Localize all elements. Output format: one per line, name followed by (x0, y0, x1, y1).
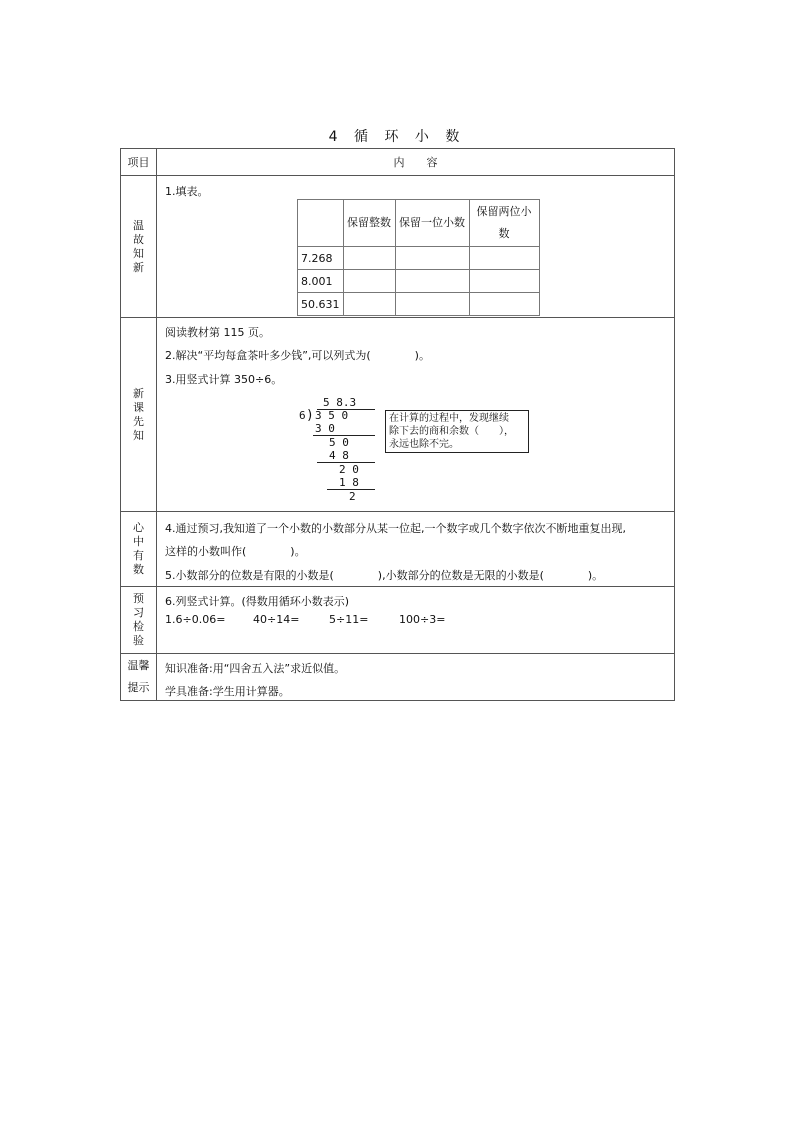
reading-instruction: 阅读教材第 115 页。 (165, 326, 270, 339)
worksheet-table (120, 148, 675, 701)
section-label-check: 预 习 检 验 (121, 587, 157, 654)
division-step: 1 8 (339, 476, 359, 489)
check-content (157, 587, 675, 654)
section-label-preview: 新 课 先 知 (121, 318, 157, 512)
exercise-item: 1.6÷0.06= (165, 613, 226, 626)
exercise-item: 40÷14= (253, 613, 300, 626)
division-divisor: 6 (299, 409, 306, 422)
tips-content (157, 654, 675, 701)
answer-cell[interactable] (469, 247, 539, 270)
question-4-continued: 这样的小数叫作( )。 (165, 545, 306, 558)
division-remainder: 2 (349, 490, 356, 503)
rounding-row (298, 293, 540, 316)
preview-row (121, 318, 675, 512)
question-2: 2.解决“平均每盒茶叶多少钱”,可以列式为( )。 (165, 349, 430, 362)
header-item: 项目 (121, 149, 157, 176)
answer-cell[interactable] (395, 270, 469, 293)
answer-cell[interactable] (343, 247, 395, 270)
preview-content (157, 318, 675, 512)
answer-cell[interactable] (395, 293, 469, 316)
question-1: 1.填表。 (165, 185, 209, 198)
answer-cell[interactable] (469, 293, 539, 316)
division-bracket: ) (306, 408, 314, 423)
answer-cell[interactable] (395, 247, 469, 270)
answer-cell[interactable] (343, 293, 395, 316)
rounding-header-row (298, 200, 540, 247)
question-6: 6.列竖式计算。(得数用循环小数表示) (165, 595, 350, 608)
mind-row (121, 512, 675, 587)
answer-cell[interactable] (343, 270, 395, 293)
rounding-row (298, 247, 540, 270)
exercise-item: 5÷11= (329, 613, 369, 626)
rounding-number: 7.268 (298, 247, 344, 270)
division-step: 5 0 (329, 436, 349, 449)
division-note-box: 在计算的过程中，发现继续 除下去的商和余数（ ）， 永远也除不完。 (385, 410, 529, 453)
section-label-tips: 温馨 提示 (121, 654, 157, 701)
division-step: 2 0 (339, 463, 359, 476)
question-5: 5.小数部分的位数是有限的小数是( ),小数部分的位数是无限的小数是( )。 (165, 569, 604, 582)
review-row (121, 176, 675, 318)
mind-content (157, 512, 675, 587)
exercise-item: 100÷3= (399, 613, 446, 626)
review-content (157, 176, 675, 318)
check-row (121, 587, 675, 654)
header-row (121, 149, 675, 176)
tips-row (121, 654, 675, 701)
division-step: 3 0 (315, 422, 335, 435)
header-content: 内 容 (157, 149, 675, 176)
rounding-row (298, 270, 540, 293)
question-4: 4.通过预习,我知道了一个小数的小数部分从某一位起,一个数字或几个数字依次不断地重复出现, (165, 522, 626, 535)
rounding-header-integer: 保留整数 (343, 200, 395, 247)
tip-knowledge: 知识准备:用“四舍五入法”求近似值。 (165, 662, 346, 675)
answer-cell[interactable] (469, 270, 539, 293)
rounding-table (297, 199, 540, 316)
question-3: 3.用竖式计算 350÷6。 (165, 373, 283, 386)
rounding-header-two-decimal: 保留两位小数 (469, 200, 539, 247)
section-label-review: 温 故 知 新 (121, 176, 157, 318)
rounding-number: 50.631 (298, 293, 344, 316)
division-step: 4 8 (329, 449, 349, 462)
rounding-number: 8.001 (298, 270, 344, 293)
division-quotient: 5 8.3 (323, 396, 357, 409)
tip-tools: 学具准备:学生用计算器。 (165, 685, 290, 698)
division-dividend: 3 5 0 (315, 409, 349, 422)
section-label-mind: 心 中 有 数 (121, 512, 157, 587)
rounding-header-blank (298, 200, 344, 247)
rounding-header-one-decimal: 保留一位小数 (395, 200, 469, 247)
page-title: 4 循 环 小 数 (328, 129, 466, 145)
